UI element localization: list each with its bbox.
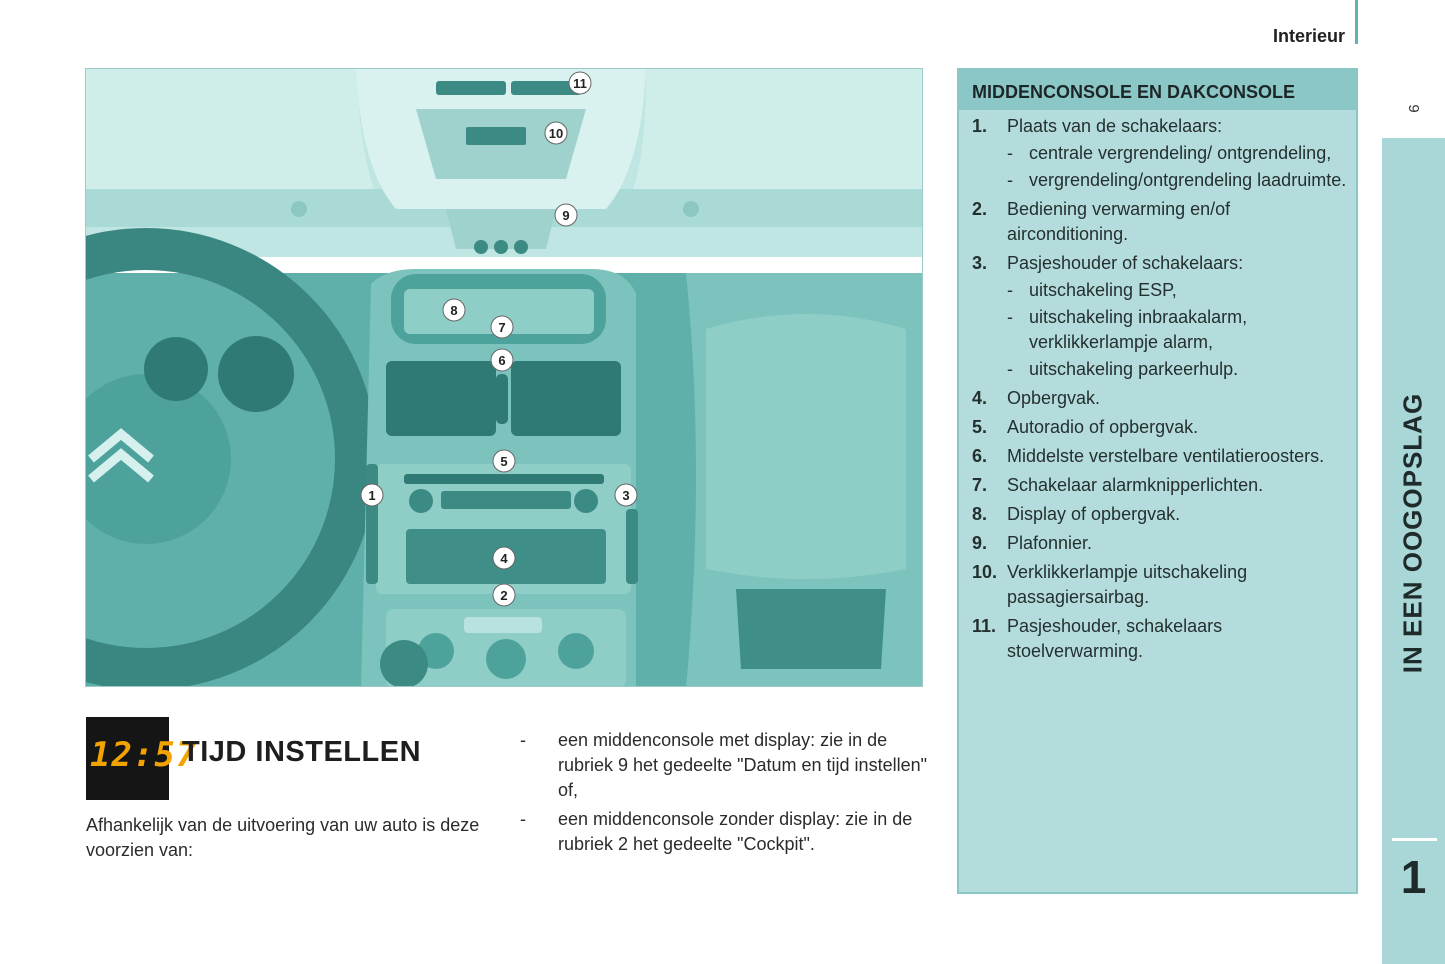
header-divider xyxy=(1355,0,1358,44)
callout-5-label: 5 xyxy=(500,454,508,469)
legend-item xyxy=(959,444,1356,469)
climate-buttons xyxy=(464,617,542,633)
callout-4-label: 4 xyxy=(500,551,508,566)
legend-item xyxy=(959,531,1356,556)
callout-2 xyxy=(493,584,515,606)
vent-right xyxy=(511,361,621,436)
legend-item xyxy=(959,114,1356,193)
legend-sub-item: - uitschakeling inbraakalarm, verklikkerlampje alarm, xyxy=(1007,307,1248,352)
legend-sub-item-text: uitschakeling parkeerhulp. xyxy=(1029,359,1239,379)
option-text: een middenconsole met display: zie in de rubriek 9 het gedeelte "Datum en tijd instellen" of, xyxy=(558,730,927,800)
legend-item xyxy=(959,251,1356,382)
callout-8 xyxy=(443,299,465,321)
legend-item xyxy=(959,614,1356,664)
legend-item-text: Middelste verstelbare ventilatieroosters. xyxy=(1007,446,1325,466)
section-header: Interieur xyxy=(1272,26,1345,46)
airbag-indicator xyxy=(466,127,526,145)
legend-item-text: Schakelaar alarmknipperlichten. xyxy=(1007,475,1264,495)
chapter-tab xyxy=(1382,104,1445,964)
legend-item-number: 9. xyxy=(972,533,988,553)
fan-knob xyxy=(486,639,526,679)
legend-item-number: 6. xyxy=(972,446,988,466)
visor-clip-left xyxy=(291,201,307,217)
legend-sub-item: - vergrendeling/ontgrendeling laadruimte. xyxy=(1007,170,1347,190)
legend-item xyxy=(959,473,1356,498)
clock-digits: 12:57 xyxy=(90,735,198,775)
option-text: een middenconsole zonder display: zie in de rubriek 2 het gedeelte "Cockpit". xyxy=(558,809,913,854)
right-sun-visor xyxy=(631,69,923,194)
legend-item-text: Bediening verwarming en/of airconditioning. xyxy=(1007,199,1231,244)
callout-6 xyxy=(491,349,513,371)
chapter-title: IN EEN OOGOPSLAG xyxy=(1397,392,1428,674)
callout-11 xyxy=(569,72,591,94)
option-item: - een middenconsole met display: zie in de rubriek 9 het gedeelte "Datum en tijd instellen" of, xyxy=(520,730,927,800)
switch-panel-left xyxy=(366,464,378,584)
legend-item-number: 7. xyxy=(972,475,988,495)
callout-1 xyxy=(361,484,383,506)
legend-item-number: 1. xyxy=(972,116,988,136)
legend-sub-list xyxy=(1007,141,1356,193)
radio-function-buttons xyxy=(441,491,571,509)
visor-clip-right xyxy=(683,201,699,217)
glovebox-lid xyxy=(706,314,906,579)
legend-item-text: Pasjeshouder, schakelaars stoelverwarming. xyxy=(1007,616,1223,661)
radio-knob-left xyxy=(409,489,433,513)
chapter-number: 1 xyxy=(1400,851,1427,903)
legend-title: MIDDENCONSOLE EN DAKCONSOLE xyxy=(959,70,1356,110)
legend-item xyxy=(959,197,1356,247)
legend-item-text: Opbergvak. xyxy=(1007,388,1101,408)
legend-item-number: 3. xyxy=(972,253,988,273)
console-options-list xyxy=(520,728,930,861)
legend-item-number: 4. xyxy=(972,388,988,408)
legend-sub-item: - uitschakeling parkeerhulp. xyxy=(1007,359,1239,379)
legend-item-text: Pasjeshouder of schakelaars: xyxy=(1007,253,1244,273)
lamp-switch-2 xyxy=(494,240,508,254)
tachometer xyxy=(144,337,208,401)
option-item: - een middenconsole zonder display: zie in de rubriek 2 het gedeelte "Cockpit". xyxy=(520,809,913,854)
legend-item xyxy=(959,415,1356,440)
legend-item-number: 5. xyxy=(972,417,988,437)
callout-7-label: 7 xyxy=(498,320,506,335)
legend-item xyxy=(959,502,1356,527)
legend-sub-item: - centrale vergrendeling/ ontgrendeling, xyxy=(1007,143,1332,163)
vent-left xyxy=(386,361,496,436)
callout-10-label: 10 xyxy=(548,126,564,141)
chapter-divider xyxy=(1392,838,1437,841)
left-sun-visor xyxy=(86,69,376,194)
legend-sub-item-text: uitschakeling inbraakalarm, verklikkerlampje alarm, xyxy=(1029,307,1248,352)
callout-3 xyxy=(615,484,637,506)
console-legend-box xyxy=(957,68,1358,894)
callout-8-label: 8 xyxy=(450,303,458,318)
dashboard-illustration xyxy=(85,68,923,687)
gear-lever-knob xyxy=(380,640,428,687)
callout-7 xyxy=(491,316,513,338)
legend-item-text: Display of opbergvak. xyxy=(1007,504,1181,524)
clock-display-icon xyxy=(86,717,198,800)
legend-sub-item-text: centrale vergrendeling/ ontgrendeling, xyxy=(1029,143,1332,163)
callout-10 xyxy=(545,122,567,144)
section-title: TIJD INSTELLEN xyxy=(182,736,422,768)
legend-sub-list xyxy=(1007,278,1356,382)
callout-5 xyxy=(493,450,515,472)
callout-1-label: 1 xyxy=(368,488,376,503)
mode-knob xyxy=(558,633,594,669)
callout-6-label: 6 xyxy=(498,353,506,368)
callout-11-label: 11 xyxy=(573,76,587,91)
legend-item-number: 2. xyxy=(972,199,988,219)
legend-item-text: Autoradio of opbergvak. xyxy=(1007,417,1199,437)
glovebox-recess xyxy=(736,589,886,669)
legend-item-text: Plafonnier. xyxy=(1007,533,1093,553)
lamp-switch-1 xyxy=(474,240,488,254)
speedometer xyxy=(218,336,294,412)
callout-9-label: 9 xyxy=(562,208,570,223)
legend-item-number: 8. xyxy=(972,504,988,524)
legend-sub-item: - uitschakeling ESP, xyxy=(1007,280,1177,300)
legend-sub-item-text: uitschakeling ESP, xyxy=(1029,280,1177,300)
radio-knob-right xyxy=(574,489,598,513)
legend-item-text: Verklikkerlampje uitschakeling passagiersairbag. xyxy=(1007,562,1248,607)
callout-3-label: 3 xyxy=(622,488,630,503)
dashboard-drawing xyxy=(86,69,923,687)
legend-sub-item-text: vergrendeling/ontgrendeling laadruimte. xyxy=(1029,170,1347,190)
roof-switch-left xyxy=(436,81,506,95)
callout-2-label: 2 xyxy=(500,588,508,603)
legend-item xyxy=(959,560,1356,610)
page-number: 9 xyxy=(1405,104,1422,113)
legend-list xyxy=(959,110,1356,664)
intro-paragraph: Afhankelijk van de uitvoering van uw auto is deze voorzien van: xyxy=(86,815,480,860)
legend-item xyxy=(959,386,1356,411)
hazard-switch xyxy=(496,374,508,424)
callout-9 xyxy=(555,204,577,226)
lamp-switch-3 xyxy=(514,240,528,254)
legend-item-text: Plaats van de schakelaars: xyxy=(1007,116,1223,136)
cd-slot xyxy=(404,474,604,484)
legend-item-number: 11. xyxy=(972,616,997,636)
callout-4 xyxy=(493,547,515,569)
switch-panel-right xyxy=(626,509,638,584)
legend-item-number: 10. xyxy=(972,562,998,582)
